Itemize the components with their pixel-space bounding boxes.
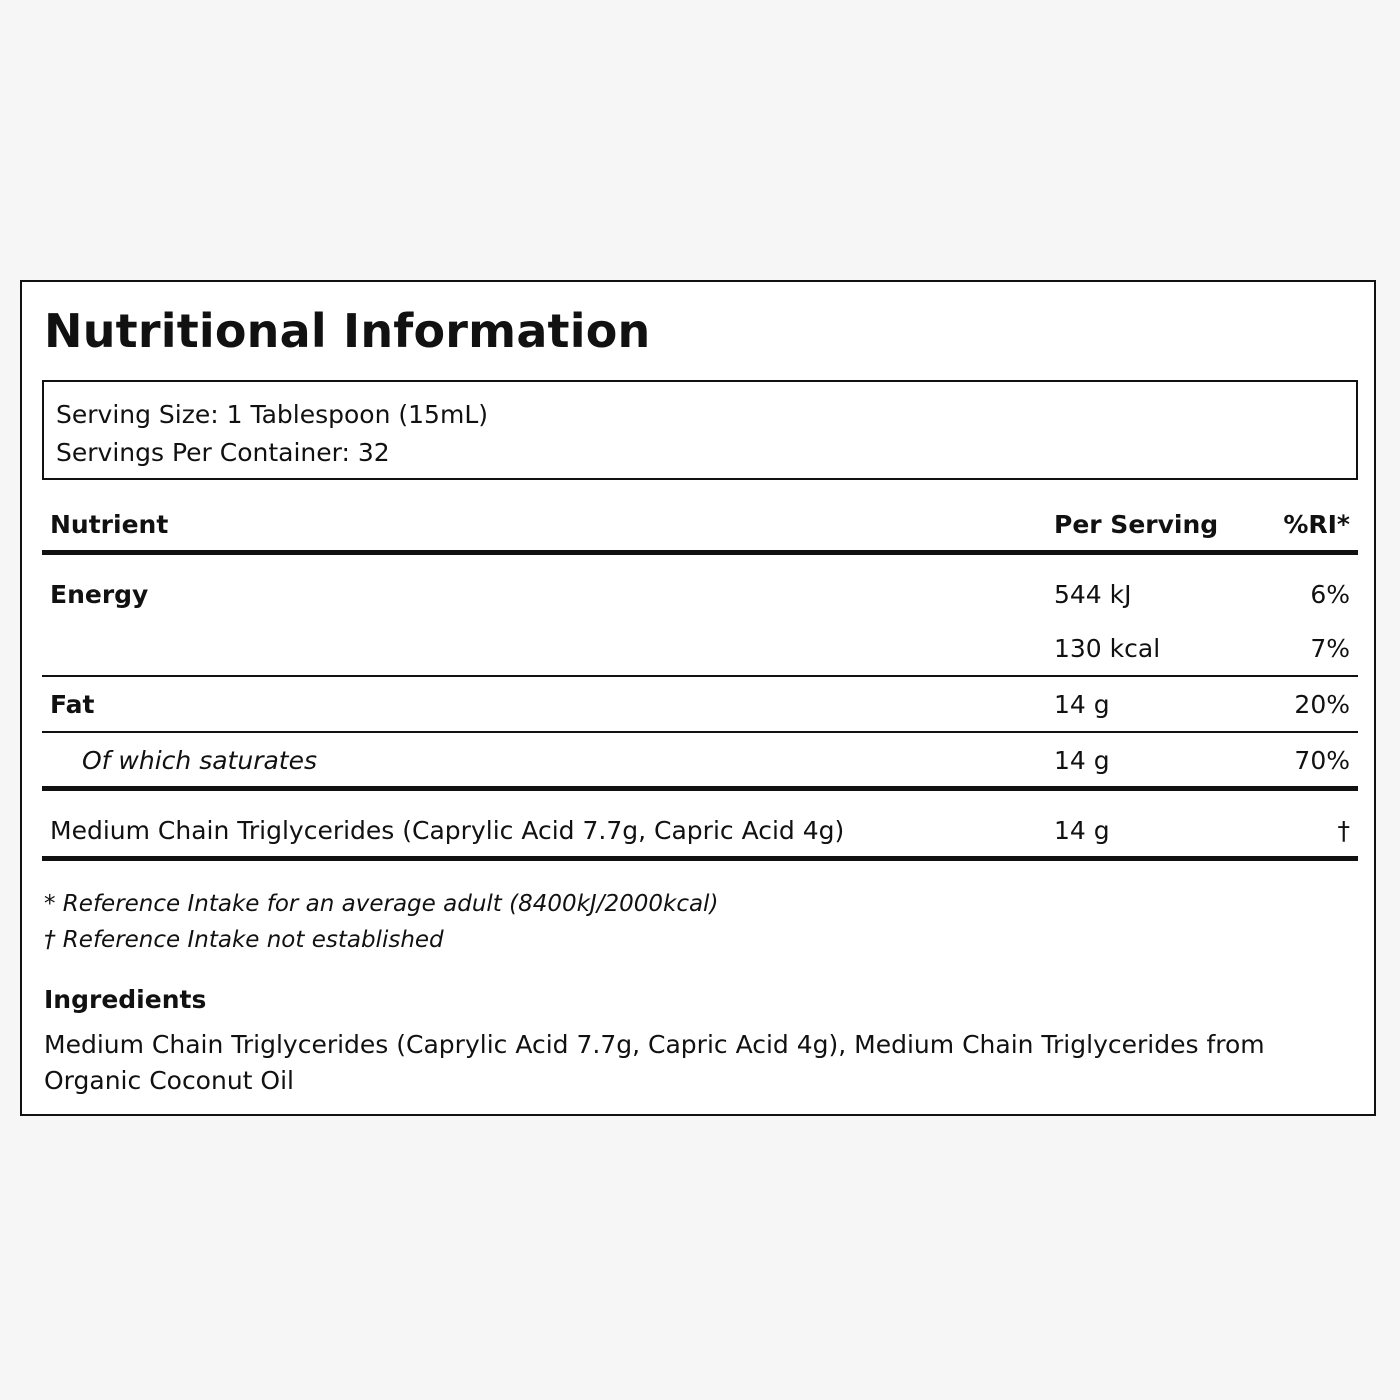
- nutrient-name: Energy: [50, 580, 149, 609]
- row-divider: [42, 675, 1358, 677]
- nutrient-name: Of which saturates: [82, 746, 317, 775]
- nutrient-name: Medium Chain Triglycerides (Caprylic Acid 7.7g, Capric Acid 4g): [50, 816, 845, 845]
- serving-size: Serving Size: 1 Tablespoon (15mL): [56, 400, 488, 429]
- nutrient-ri: 7%: [1310, 634, 1350, 663]
- section-rule: [42, 786, 1358, 791]
- ingredients-text: Medium Chain Triglycerides (Caprylic Acid 7.7g, Capric Acid 4g), Medium Chain Triglycerides from Organic Coconut Oil: [44, 1030, 1265, 1095]
- footnote-dagger: † Reference Intake not established: [44, 927, 444, 953]
- nutrient-per-serving: 130 kcal: [1054, 634, 1161, 663]
- header-rule: [42, 550, 1358, 555]
- page-title: Nutritional Information: [44, 304, 651, 358]
- row-divider: [42, 731, 1358, 733]
- nutrient-ri: †: [1337, 816, 1350, 845]
- header-ri: %RI*: [1283, 510, 1350, 539]
- nutrient-name: Fat: [50, 690, 95, 719]
- header-nutrient: Nutrient: [50, 510, 169, 539]
- serving-info-box: [42, 380, 1358, 480]
- header-per-serving: Per Serving: [1054, 510, 1219, 539]
- footnote-ri: * Reference Intake for an average adult (8400kJ/2000kcal): [44, 891, 719, 917]
- nutrient-ri: 70%: [1294, 746, 1350, 775]
- nutrition-label: [20, 280, 1376, 1116]
- nutrient-per-serving: 14 g: [1054, 746, 1110, 775]
- servings-per-container: Servings Per Container: 32: [56, 438, 390, 467]
- nutrient-ri: 6%: [1310, 580, 1350, 609]
- nutrient-per-serving: 14 g: [1054, 690, 1110, 719]
- footnotes: [44, 886, 718, 958]
- ingredients-heading: Ingredients: [44, 985, 207, 1014]
- nutrient-per-serving: 544 kJ: [1054, 580, 1132, 609]
- table-bottom-rule: [42, 856, 1358, 861]
- nutrient-per-serving: 14 g: [1054, 816, 1110, 845]
- nutrient-ri: 20%: [1294, 690, 1350, 719]
